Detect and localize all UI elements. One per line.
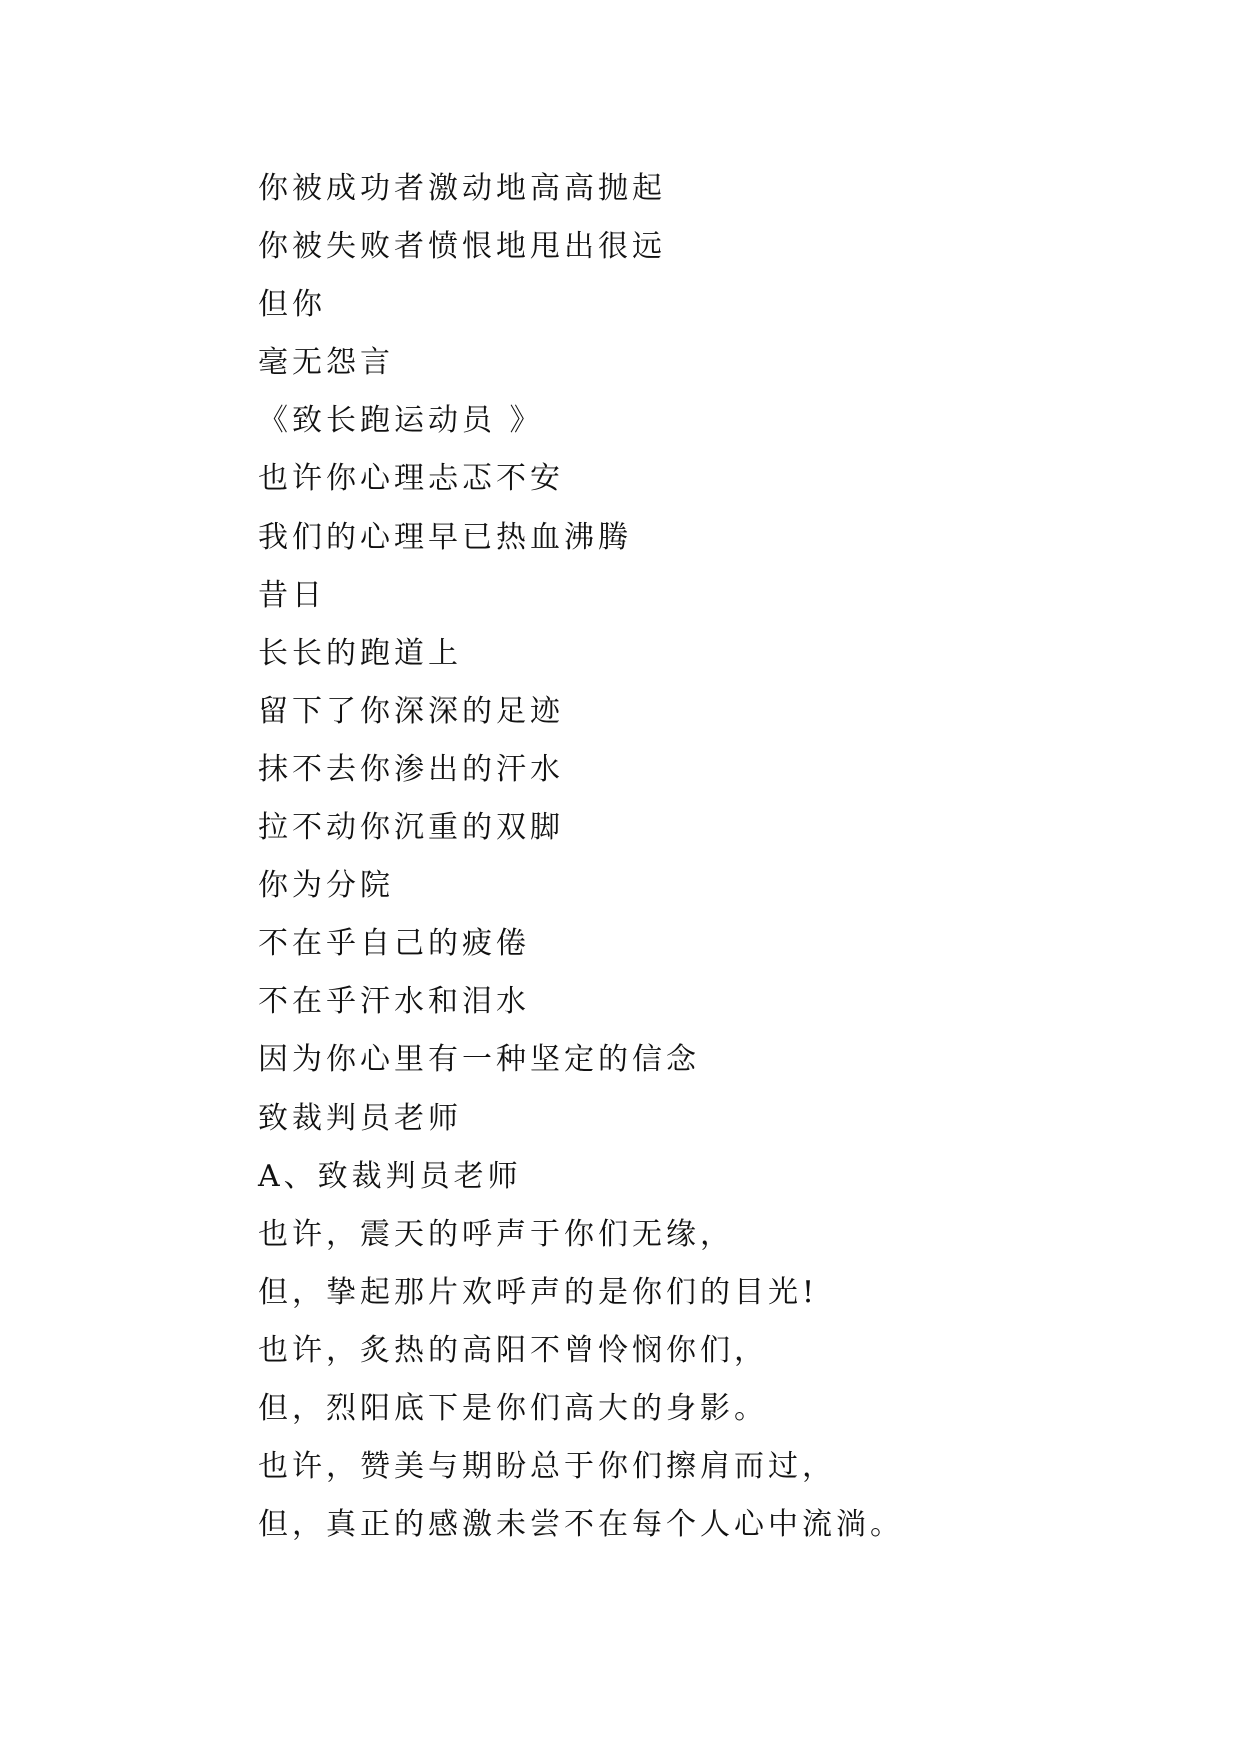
- text-line: 但，烈阳底下是你们高大的身影。: [258, 1390, 768, 1426]
- text-line: 拉不动你沉重的双脚: [258, 810, 564, 846]
- text-line: 你为分院: [258, 868, 394, 904]
- text-line: 长长的跑道上: [258, 635, 462, 671]
- text-line: 留下了你深深的足迹: [258, 693, 564, 729]
- text-line: 抹不去你渗出的汗水: [258, 751, 564, 787]
- text-line: 不在乎汗水和泪水: [258, 984, 530, 1020]
- text-line: 也许，震天的呼声于你们无缘，: [258, 1216, 734, 1252]
- poem-text: [258, 160, 1158, 1554]
- text-line: 你被失败者愤恨地甩出很远: [258, 229, 666, 265]
- text-line: 我们的心理早已热血沸腾: [258, 519, 632, 555]
- text-line: 但，挚起那片欢呼声的是你们的目光!: [258, 1274, 819, 1310]
- section-title: 《致长跑运动员 》: [258, 403, 544, 439]
- text-line: 也许你心理忐忑不安: [258, 461, 564, 497]
- text-line: 毫无怨言: [258, 345, 394, 381]
- text-line: 昔日: [258, 577, 326, 613]
- text-line: 也许，炙热的高阳不曾怜悯你们，: [258, 1332, 768, 1368]
- text-line: 但，真正的感激未尝不在每个人心中流淌。: [258, 1507, 904, 1543]
- text-line: 但你: [258, 287, 326, 323]
- text-line: 不在乎自己的疲倦: [258, 926, 530, 962]
- section-title: 致裁判员老师: [258, 1100, 462, 1136]
- text-line: 因为你心里有一种坚定的信念: [258, 1042, 700, 1078]
- text-line: 也许，赞美与期盼总于你们擦肩而过，: [258, 1449, 836, 1485]
- section-title: A、致裁判员老师: [258, 1158, 522, 1194]
- text-line: 你被成功者激动地高高抛起: [258, 171, 666, 206]
